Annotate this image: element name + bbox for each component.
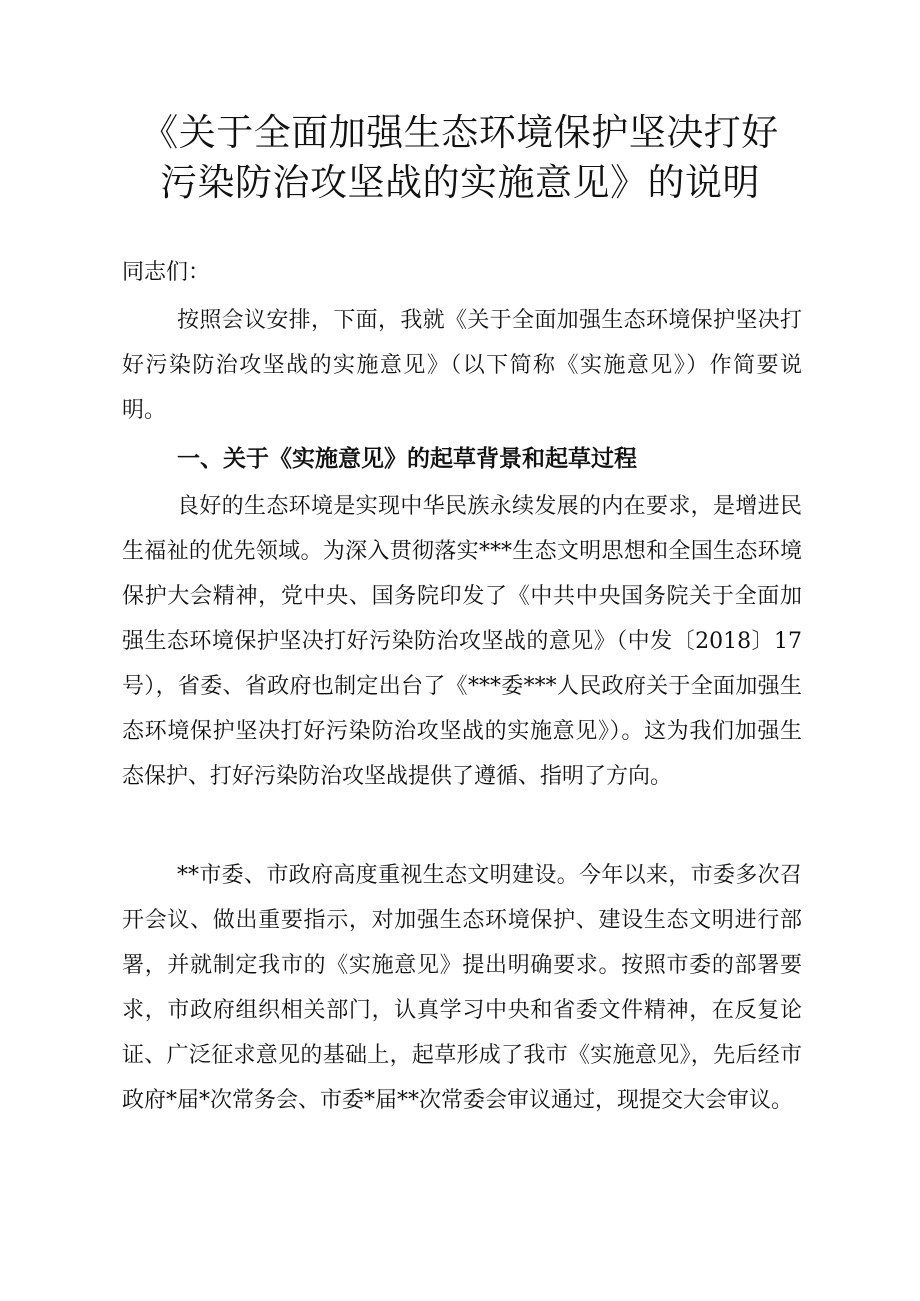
process-paragraph: **市委、市政府高度重视生态文明建设。今年以来，市委多次召开会议、做出重要指示，对加强生态环境保护、建设生态文明进行部署，并就制定我市的《实施意见》提出明确要求。按照市委的部署要求，市政府组织相关部门，认真学习中央和省委文件精神，在反复论证、广泛征求意见的基础上，起草形成了我市《实施意见》，先后经市政府*届*次常务会、市委*届**次常委会审议通过，现提交大会审议。 [122, 863, 802, 1113]
section-heading-1: 一、关于《实施意见》的起草背景和起草过程 [177, 446, 637, 472]
salutation: 同志们： [122, 260, 211, 285]
document-title [120, 108, 800, 208]
intro-paragraph: 按照会议安排，下面，我就《关于全面加强生态环境保护坚决打好污染防治攻坚战的实施意见》（以下简称《实施意见》）作简要说明。 [122, 308, 802, 423]
background-paragraph: 良好的生态环境是实现中华民族永续发展的内在要求，是增进民生福祉的优先领域。为深入贯彻落实***生态文明思想和全国生态环境保护大会精神，党中央、国务院印发了《中共中央国务院关于全面加强生态环境保护坚决打好污染防治攻坚战的意见》（中发〔2018〕17号），省委、省政府也制定出台了《***委***人民政府关于全面加强生态环境保护坚决打好污染防治攻坚战的实施意见》）。这为我们加强生态保护、打好污染防治攻坚战提供了遵循、指明了方向。 [122, 494, 802, 789]
title-line-1: 《关于全面加强生态环境保护坚决打好 [141, 111, 779, 154]
title-line-2: 污染防治攻坚战的实施意见》的说明 [160, 161, 760, 204]
